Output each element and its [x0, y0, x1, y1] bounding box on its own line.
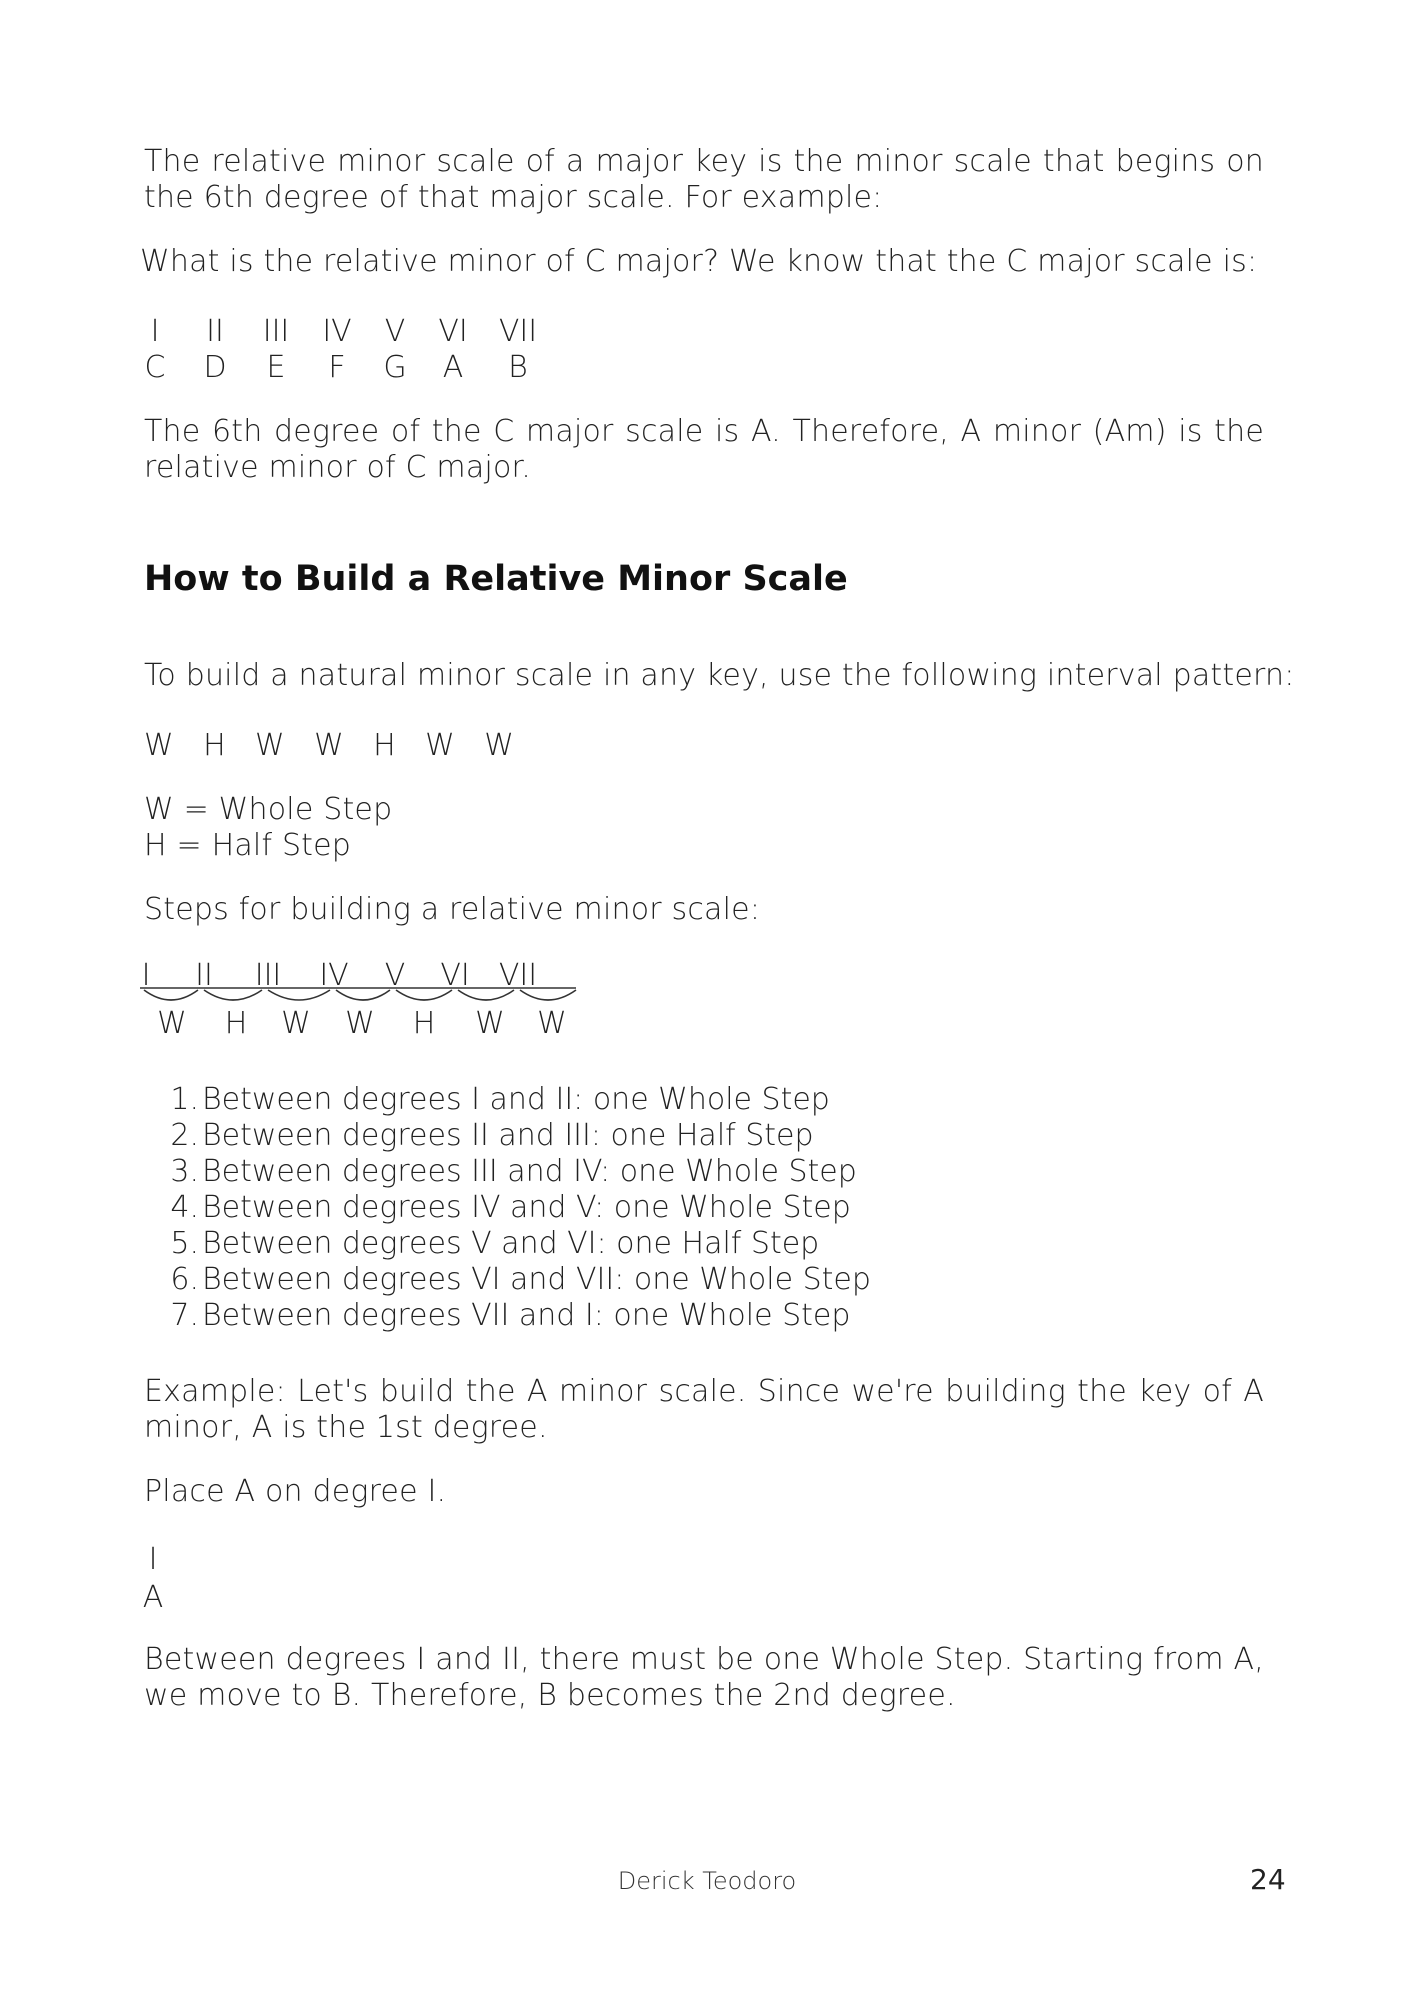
place-paragraph: Place A on degree I. [144, 1474, 447, 1509]
interval-label: W [281, 1006, 311, 1041]
conclusion-paragraph: The 6th degree of the C major scale is A. Therefore, A minor (Am) is the relative minor of C major. [144, 414, 1264, 485]
interval-arc [336, 990, 390, 1000]
note-label: C [144, 350, 166, 385]
list-item-text: Between degrees III and IV: one Whole Step [202, 1154, 857, 1189]
degree-label: IV [322, 314, 352, 349]
steps-intro-paragraph: Steps for building a relative minor scale: [144, 892, 761, 927]
list-number: 4. [170, 1190, 199, 1225]
list-item-text: Between degrees II and III: one Half Step [202, 1118, 814, 1153]
a-minor-note-row [0, 1580, 1414, 1616]
note-label: D [203, 350, 227, 385]
note-label: A [142, 1580, 164, 1615]
interval-label: H [412, 1006, 436, 1041]
page-number: 24 [1250, 1863, 1286, 1896]
interval-pattern: W H W W H W W [144, 728, 515, 763]
list-item-text: Between degrees I and II: one Whole Step [202, 1082, 830, 1117]
degree-label: VI [438, 314, 468, 349]
list-number: 1. [170, 1082, 199, 1117]
interval-arc [520, 990, 576, 1000]
note-label: A [442, 350, 464, 385]
list-item-text: Between degrees IV and V: one Whole Step [202, 1190, 851, 1225]
degree-label: VII [498, 314, 538, 349]
interval-arc [268, 990, 330, 1000]
example-paragraph: Example: Let's build the A minor scale. Since we're building the key of A minor, A is the 1st degree. [144, 1374, 1264, 1445]
interval-label: W [537, 1006, 567, 1041]
list-number: 5. [170, 1226, 199, 1261]
degree-label: II [195, 958, 213, 993]
note-label: F [328, 350, 346, 385]
degree-label: V [384, 314, 406, 349]
note-label: G [383, 350, 407, 385]
a-minor-degree-row [0, 1542, 1414, 1578]
list-number: 3. [170, 1154, 199, 1189]
question-paragraph: What is the relative minor of C major? We know that the C major scale is: [140, 244, 1258, 279]
list-number: 2. [170, 1118, 199, 1153]
degree-label: VI [440, 958, 470, 993]
footer-author: Derick Teodoro [617, 1867, 797, 1895]
degree-label: I [141, 958, 151, 993]
c-major-note-row [0, 350, 1414, 386]
interval-arc [144, 990, 198, 1000]
interval-label: H [224, 1006, 248, 1041]
interval-arc [458, 990, 514, 1000]
note-label: E [266, 350, 286, 385]
list-item-text: Between degrees VII and I: one Whole Step [202, 1298, 851, 1333]
interval-label: W [157, 1006, 187, 1041]
list-number: 6. [170, 1262, 199, 1297]
degree-label: II [206, 314, 224, 349]
note-label: B [508, 350, 528, 385]
degree-label: I [148, 1542, 158, 1577]
between-paragraph: Between degrees I and II, there must be one Whole Step. Starting from A, we move to B. Therefore, B becomes the 2nd degree. [144, 1642, 1264, 1713]
c-major-degree-row [0, 314, 1414, 350]
list-number: 7. [170, 1298, 199, 1333]
build-intro-paragraph: To build a natural minor scale in any key, use the following interval pattern: [144, 658, 1295, 693]
degree-label: V [384, 958, 406, 993]
list-item-text: Between degrees VI and VII: one Whole Step [202, 1262, 871, 1297]
interval-label: W [345, 1006, 375, 1041]
interval-arc [204, 990, 262, 1000]
degree-label: IV [319, 958, 349, 993]
section-heading: How to Build a Relative Minor Scale [144, 559, 848, 599]
degree-label: III [254, 958, 282, 993]
interval-label: W [475, 1006, 505, 1041]
intro-paragraph: The relative minor scale of a major key is the minor scale that begins on the 6th degree of that major scale. For example: [144, 144, 1264, 215]
interval-arc [396, 990, 452, 1000]
degree-label: I [150, 314, 160, 349]
degree-label: III [262, 314, 290, 349]
legend-whole-step: W = Whole Step [144, 792, 393, 827]
degree-label: VII [498, 958, 538, 993]
list-item-text: Between degrees V and VI: one Half Step [202, 1226, 820, 1261]
steps-interval-row [0, 1006, 1414, 1042]
legend-half-step: H = Half Step [144, 828, 352, 863]
